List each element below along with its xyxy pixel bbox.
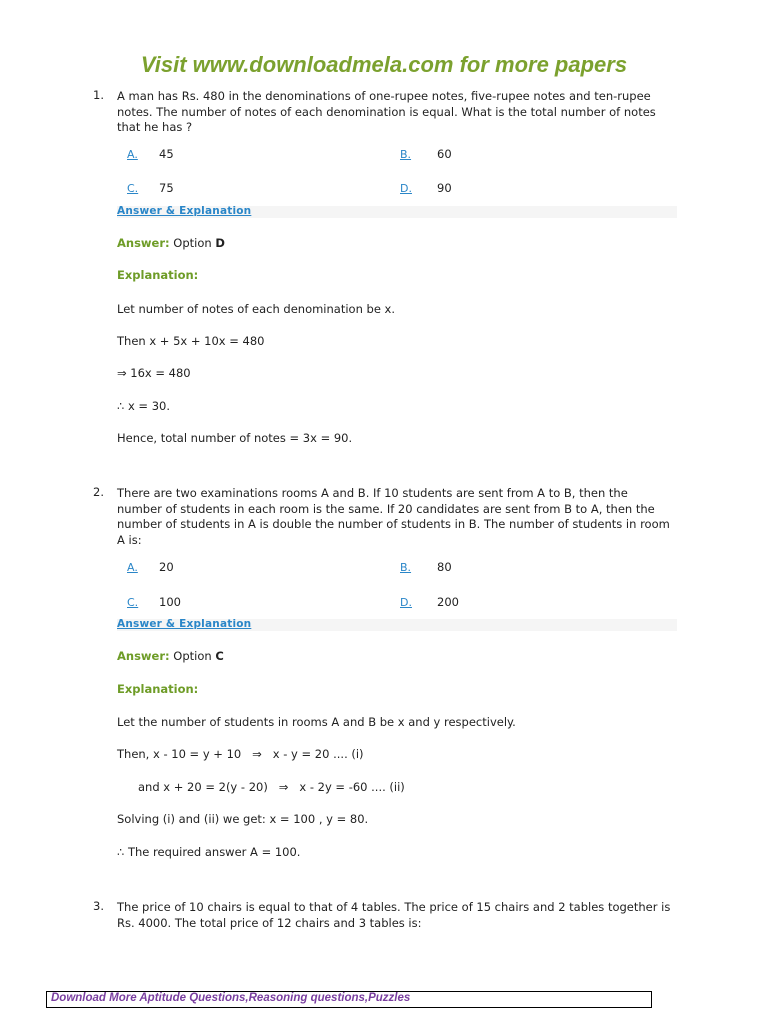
- option-c[interactable]: [127, 181, 138, 195]
- answer-text: Option: [173, 236, 212, 250]
- explanation-label: Explanation:: [117, 268, 199, 282]
- footer-banner: [46, 991, 652, 1008]
- option-a-value: 20: [159, 560, 174, 574]
- answer-explanation-link[interactable]: Answer & Explanation: [117, 205, 252, 217]
- answer-explanation-link[interactable]: Answer & Explanation: [117, 618, 252, 630]
- option-b[interactable]: [400, 560, 411, 574]
- question-text: A man has Rs. 480 in the denominations of one-rupee notes, five-rupee notes and ten-rupee notes. The number of notes of each denomination is equal. What is the total number of notes that he has ?: [117, 89, 656, 134]
- answer-text: Option: [173, 649, 212, 663]
- option-b-link[interactable]: B.: [400, 148, 412, 161]
- option-a[interactable]: [127, 147, 138, 161]
- option-c-value: 100: [159, 595, 181, 609]
- question-text: The price of 10 chairs is equal to that of 4 tables. The price of 15 chairs and 2 tables together is Rs. 4000. The total price of 12 chairs and 3 tables is:: [117, 900, 671, 930]
- option-d-value: 200: [437, 595, 459, 609]
- option-d[interactable]: [400, 595, 412, 609]
- explanation-line: Then, x - 10 = y + 10 ⇒ x - y = 20 .... (i): [117, 747, 364, 761]
- option-a[interactable]: [127, 560, 138, 574]
- option-a-link[interactable]: A.: [127, 561, 138, 574]
- question-number: 1.: [93, 88, 104, 102]
- option-d-link[interactable]: D.: [400, 182, 412, 195]
- explanation-line: Let the number of students in rooms A and B be x and y respectively.: [117, 715, 516, 729]
- answer-option: D: [215, 236, 225, 250]
- option-a-value: 45: [159, 147, 174, 161]
- question-number: 3.: [93, 899, 104, 913]
- option-c-link[interactable]: C.: [127, 596, 139, 609]
- option-b-value: 60: [437, 147, 452, 161]
- explanation-line: Solving (i) and (ii) we get: x = 100 , y = 80.: [117, 812, 369, 826]
- option-b-link[interactable]: B.: [400, 561, 412, 574]
- option-a-link[interactable]: A.: [127, 148, 138, 161]
- page-header: Visit www.downloadmela.com for more papers: [140, 52, 628, 77]
- option-b-value: 80: [437, 560, 452, 574]
- question-number: 2.: [93, 485, 104, 499]
- footer-text[interactable]: Download More Aptitude Questions,Reasoning questions,Puzzles: [51, 992, 411, 1004]
- explanation-label: Explanation:: [117, 682, 199, 696]
- answer-line: [117, 236, 225, 250]
- explanation-line: ⇒ 16x = 480: [117, 366, 191, 380]
- answer-label: Answer:: [117, 236, 170, 250]
- option-d-value: 90: [437, 181, 452, 195]
- answer-label: Answer:: [117, 649, 170, 663]
- explanation-line: Let number of notes of each denomination be x.: [117, 302, 396, 316]
- explanation-line: ∴ x = 30.: [117, 399, 171, 413]
- explanation-line: Hence, total number of notes = 3x = 90.: [117, 431, 353, 445]
- answer-line: [117, 649, 224, 663]
- option-c-link[interactable]: C.: [127, 182, 139, 195]
- option-d[interactable]: [400, 181, 412, 195]
- explanation-line: Then x + 5x + 10x = 480: [117, 334, 265, 348]
- explanation-line: ∴ The required answer A = 100.: [117, 845, 301, 859]
- option-c[interactable]: [127, 595, 138, 609]
- option-b[interactable]: [400, 147, 411, 161]
- question-text: There are two examinations rooms A and B. If 10 students are sent from A to B, then the number of students in each room is the same. If 20 candidates are sent from B to A, then the number of students in A is double the number of students in B. The number of students in room A is:: [117, 486, 670, 547]
- answer-option: C: [215, 649, 224, 663]
- explanation-line: and x + 20 = 2(y - 20) ⇒ x - 2y = -60 .... (ii): [138, 780, 405, 794]
- option-c-value: 75: [159, 181, 174, 195]
- option-d-link[interactable]: D.: [400, 596, 412, 609]
